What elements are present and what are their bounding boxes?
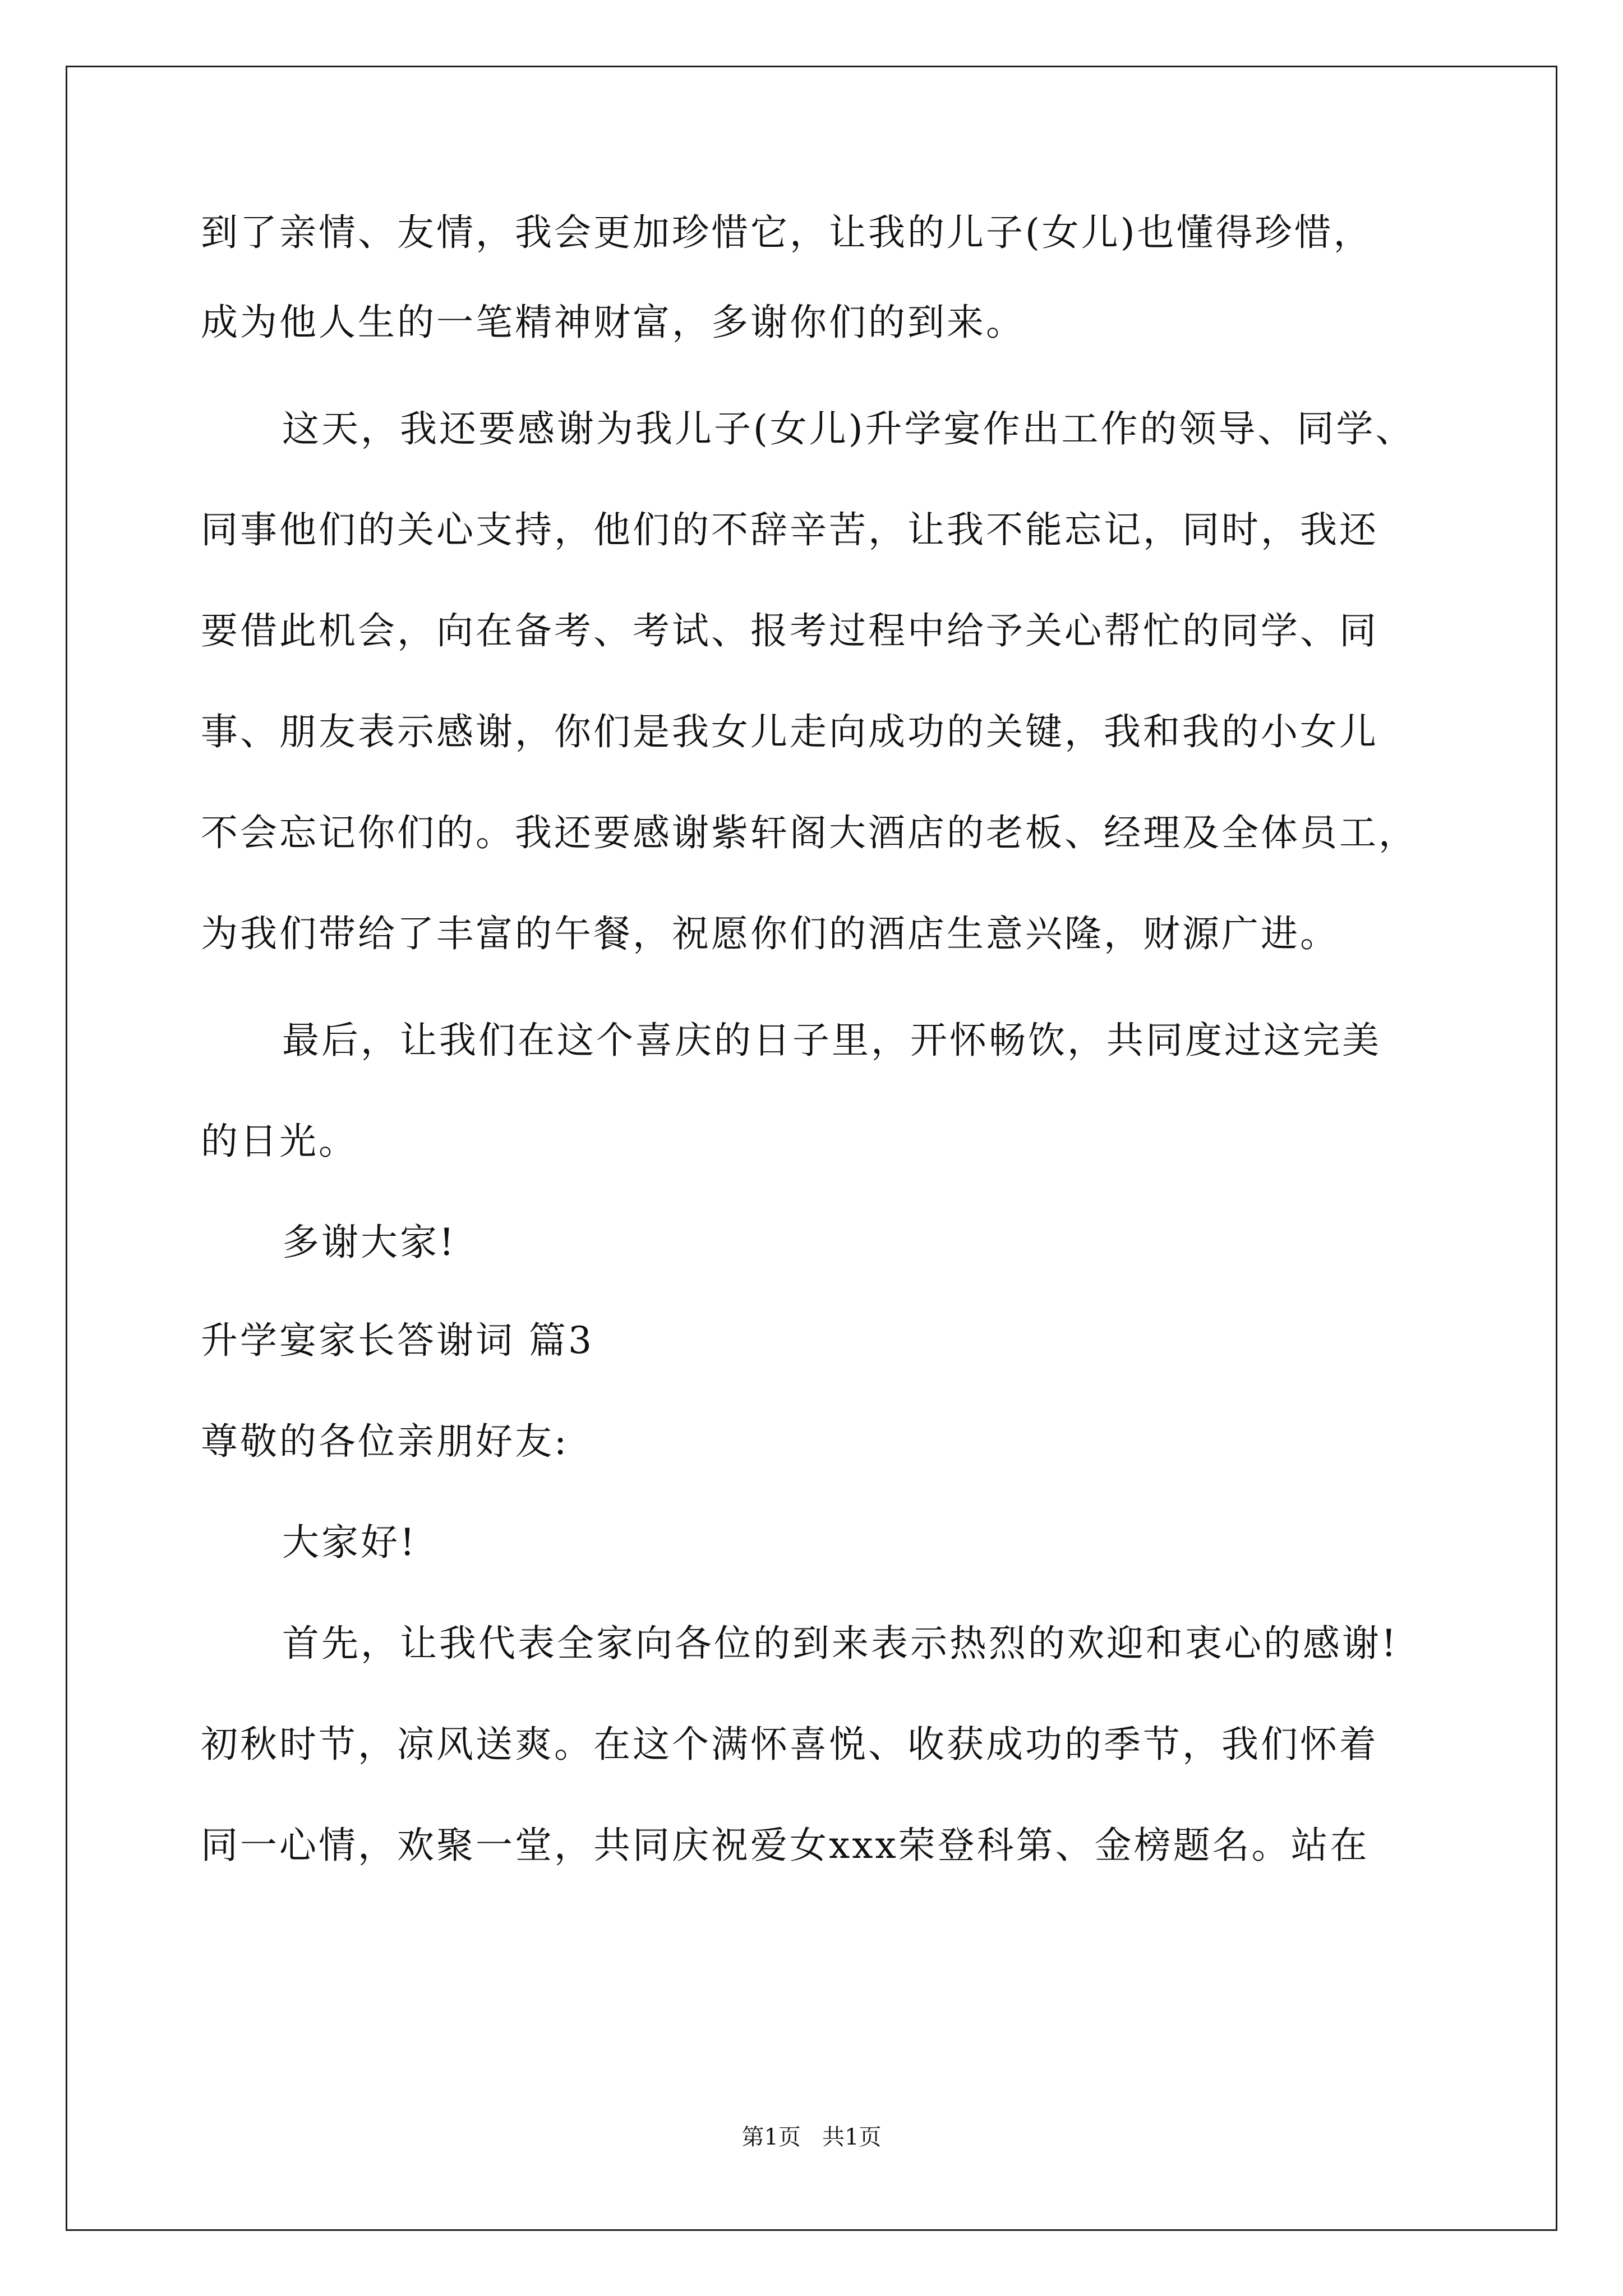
text-line: 的日光。: [201, 1120, 358, 1163]
paragraph-start-line: 最后，让我们在这个喜庆的日子里，开怀畅饮，共同度过这完美: [282, 1019, 1381, 1062]
text-line: 要借此机会，向在备考、考试、报考过程中给予关心帮忙的同学、同: [201, 609, 1378, 652]
paragraph-start-line: 这天，我还要感谢为我儿子(女儿)升学宴作出工作的领导、同学、: [282, 407, 1415, 450]
text-line: 同一心情，欢聚一堂，共同庆祝爱女xxx荣登科第、金榜题名。站在: [201, 1824, 1370, 1867]
text-line: 同事他们的关心支持，他们的不辞辛苦，让我不能忘记，同时，我还: [201, 508, 1378, 551]
text-line: 成为他人生的一笔精神财富，多谢你们的到来。: [201, 301, 1025, 344]
text-line: 不会忘记你们的。我还要感谢紫轩阁大酒店的老板、经理及全体员工，: [201, 811, 1418, 854]
section-heading: 升学宴家长答谢词 篇3: [201, 1319, 594, 1362]
greeting: 大家好!: [282, 1521, 417, 1564]
text-line: 事、朋友表示感谢，你们是我女儿走向成功的关键，我和我的小女儿: [201, 710, 1378, 753]
page-number-footer: 第1页 共1页: [741, 2124, 882, 2150]
salutation: 尊敬的各位亲朋好友:: [201, 1420, 569, 1463]
closing-line: 多谢大家!: [282, 1221, 457, 1264]
text-line: 为我们带给了丰富的午餐，祝愿你们的酒店生意兴隆，财源广进。: [201, 912, 1339, 955]
paragraph-start-line: 首先，让我代表全家向各位的到来表示热烈的欢迎和衷心的感谢!: [282, 1622, 1399, 1665]
text-line: 初秋时节，凉风送爽。在这个满怀喜悦、收获成功的季节，我们怀着: [201, 1723, 1378, 1766]
text-line: 到了亲情、友情，我会更加珍惜它，让我的儿子(女儿)也懂得珍惜，: [201, 211, 1373, 254]
